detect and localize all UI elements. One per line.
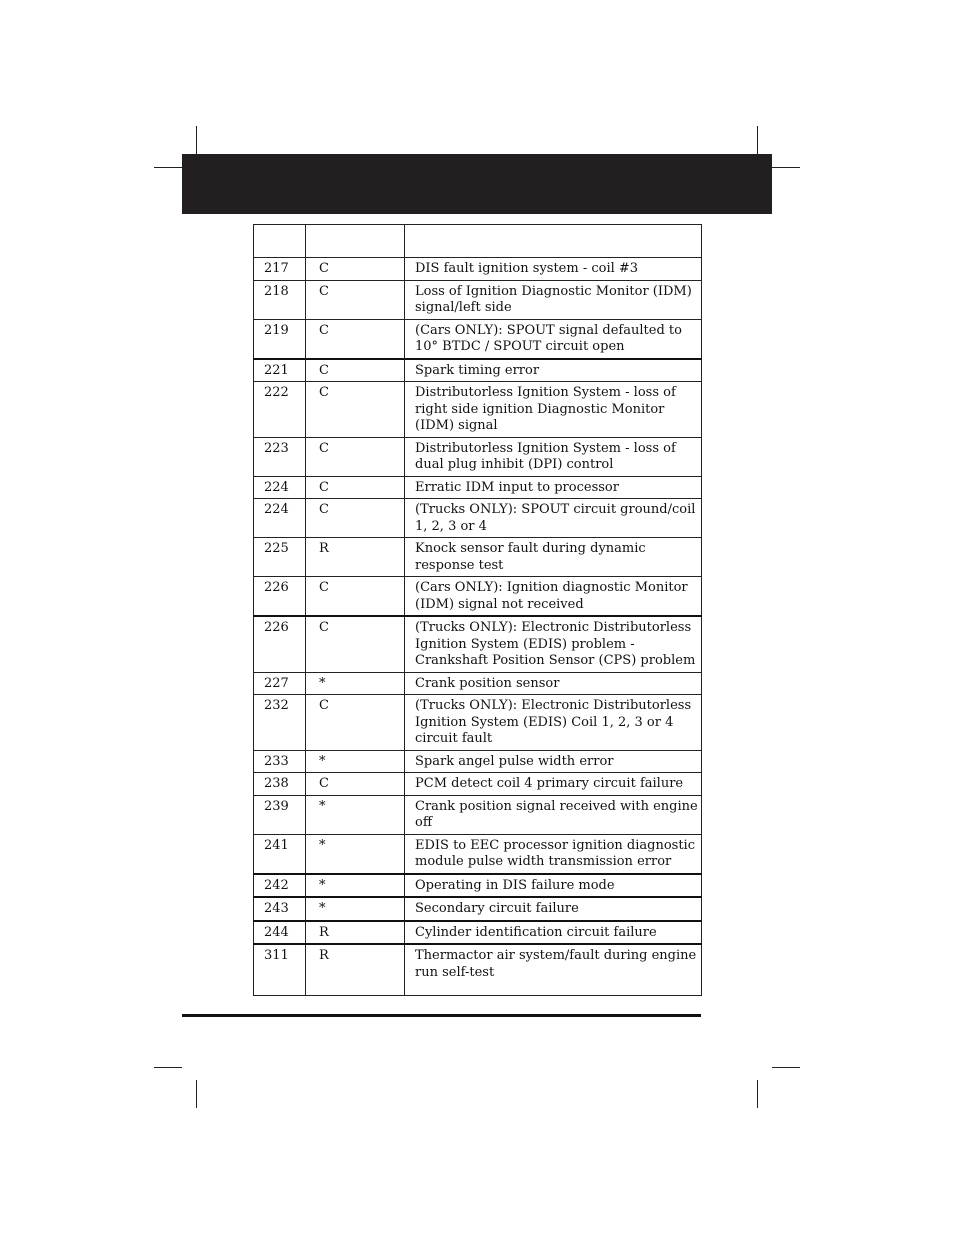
crop-mark-bottom-right-h bbox=[772, 1067, 800, 1068]
table-row bbox=[254, 672, 702, 695]
table-row bbox=[254, 319, 702, 359]
type-cell: C bbox=[306, 382, 405, 438]
code-cell: 243 bbox=[254, 897, 306, 921]
desc-cell: Thermactor air system/fault during engine run self-test bbox=[405, 944, 702, 996]
crop-mark-top-right bbox=[757, 126, 758, 154]
desc-cell: (Trucks ONLY): SPOUT circuit ground/coil 1, 2, 3 or 4 bbox=[405, 499, 702, 538]
table-row bbox=[254, 577, 702, 617]
table-row bbox=[254, 359, 702, 382]
type-cell: R bbox=[306, 944, 405, 996]
type-cell: C bbox=[306, 499, 405, 538]
desc-cell: Operating in DIS failure mode bbox=[405, 874, 702, 898]
desc-cell: Spark timing error bbox=[405, 359, 702, 382]
type-cell: C bbox=[306, 773, 405, 796]
desc-cell: Crank position signal received with engine off bbox=[405, 795, 702, 834]
header-type bbox=[306, 225, 405, 258]
code-cell: 227 bbox=[254, 672, 306, 695]
desc-cell: (Cars ONLY): Ignition diagnostic Monitor (IDM) signal not received bbox=[405, 577, 702, 617]
table-row bbox=[254, 750, 702, 773]
table-row bbox=[254, 921, 702, 945]
crop-mark-top-left-h bbox=[154, 167, 182, 168]
table-row bbox=[254, 258, 702, 281]
header-description bbox=[405, 225, 702, 258]
type-cell: R bbox=[306, 538, 405, 577]
type-cell: C bbox=[306, 319, 405, 359]
crop-mark-top-right-h bbox=[772, 167, 800, 168]
code-cell: 226 bbox=[254, 616, 306, 672]
page-header-bar bbox=[182, 154, 772, 214]
crop-mark-bottom-left bbox=[196, 1080, 197, 1108]
desc-cell: Distributorless Ignition System - loss of dual plug inhibit (DPI) control bbox=[405, 437, 702, 476]
code-cell: 311 bbox=[254, 944, 306, 996]
desc-cell: Spark angel pulse width error bbox=[405, 750, 702, 773]
type-cell: C bbox=[306, 577, 405, 617]
table-row bbox=[254, 538, 702, 577]
code-cell: 224 bbox=[254, 476, 306, 499]
table-row bbox=[254, 437, 702, 476]
trouble-code-table bbox=[253, 224, 702, 996]
table-row bbox=[254, 897, 702, 921]
table-row bbox=[254, 795, 702, 834]
table-row bbox=[254, 834, 702, 874]
code-cell: 219 bbox=[254, 319, 306, 359]
desc-cell: (Trucks ONLY): Electronic Distributorless Ignition System (EDIS) problem - Crankshaft Position Sensor (CPS) problem bbox=[405, 616, 702, 672]
type-cell: * bbox=[306, 672, 405, 695]
type-cell: C bbox=[306, 695, 405, 751]
crop-mark-top-left bbox=[196, 126, 197, 154]
type-cell: C bbox=[306, 437, 405, 476]
desc-cell: Loss of Ignition Diagnostic Monitor (IDM) signal/left side bbox=[405, 280, 702, 319]
type-cell: C bbox=[306, 359, 405, 382]
desc-cell: EDIS to EEC processor ignition diagnostic module pulse width transmission error bbox=[405, 834, 702, 874]
code-cell: 224 bbox=[254, 499, 306, 538]
code-cell: 225 bbox=[254, 538, 306, 577]
type-cell: * bbox=[306, 750, 405, 773]
code-cell: 221 bbox=[254, 359, 306, 382]
code-cell: 222 bbox=[254, 382, 306, 438]
desc-cell: Secondary circuit failure bbox=[405, 897, 702, 921]
code-cell: 241 bbox=[254, 834, 306, 874]
table-row bbox=[254, 382, 702, 438]
code-cell: 223 bbox=[254, 437, 306, 476]
footer-rule bbox=[182, 1014, 701, 1017]
crop-mark-bottom-left-h bbox=[154, 1067, 182, 1068]
crop-mark-bottom-right bbox=[757, 1080, 758, 1108]
desc-cell: Crank position sensor bbox=[405, 672, 702, 695]
table-row bbox=[254, 499, 702, 538]
desc-cell: Cylinder identification circuit failure bbox=[405, 921, 702, 945]
code-cell: 233 bbox=[254, 750, 306, 773]
desc-cell: (Trucks ONLY): Electronic Distributorless Ignition System (EDIS) Coil 1, 2, 3 or 4 circuit fault bbox=[405, 695, 702, 751]
type-cell: C bbox=[306, 258, 405, 281]
type-cell: * bbox=[306, 795, 405, 834]
table-row bbox=[254, 773, 702, 796]
table-row bbox=[254, 944, 702, 996]
table-row bbox=[254, 280, 702, 319]
table-row bbox=[254, 616, 702, 672]
type-cell: C bbox=[306, 616, 405, 672]
desc-cell: PCM detect coil 4 primary circuit failure bbox=[405, 773, 702, 796]
code-cell: 238 bbox=[254, 773, 306, 796]
type-cell: R bbox=[306, 921, 405, 945]
desc-cell: (Cars ONLY): SPOUT signal defaulted to 10° BTDC / SPOUT circuit open bbox=[405, 319, 702, 359]
code-cell: 232 bbox=[254, 695, 306, 751]
code-cell: 239 bbox=[254, 795, 306, 834]
code-cell: 244 bbox=[254, 921, 306, 945]
code-cell: 242 bbox=[254, 874, 306, 898]
header-code bbox=[254, 225, 306, 258]
code-cell: 226 bbox=[254, 577, 306, 617]
table-header-row bbox=[254, 225, 702, 258]
type-cell: C bbox=[306, 280, 405, 319]
code-cell: 217 bbox=[254, 258, 306, 281]
table-row bbox=[254, 874, 702, 898]
table-row bbox=[254, 476, 702, 499]
desc-cell: Erratic IDM input to processor bbox=[405, 476, 702, 499]
type-cell: * bbox=[306, 874, 405, 898]
desc-cell: Knock sensor fault during dynamic response test bbox=[405, 538, 702, 577]
type-cell: C bbox=[306, 476, 405, 499]
desc-cell: DIS fault ignition system - coil #3 bbox=[405, 258, 702, 281]
type-cell: * bbox=[306, 897, 405, 921]
table-row bbox=[254, 695, 702, 751]
code-cell: 218 bbox=[254, 280, 306, 319]
desc-cell: Distributorless Ignition System - loss of right side ignition Diagnostic Monitor (IDM) signal bbox=[405, 382, 702, 438]
type-cell: * bbox=[306, 834, 405, 874]
